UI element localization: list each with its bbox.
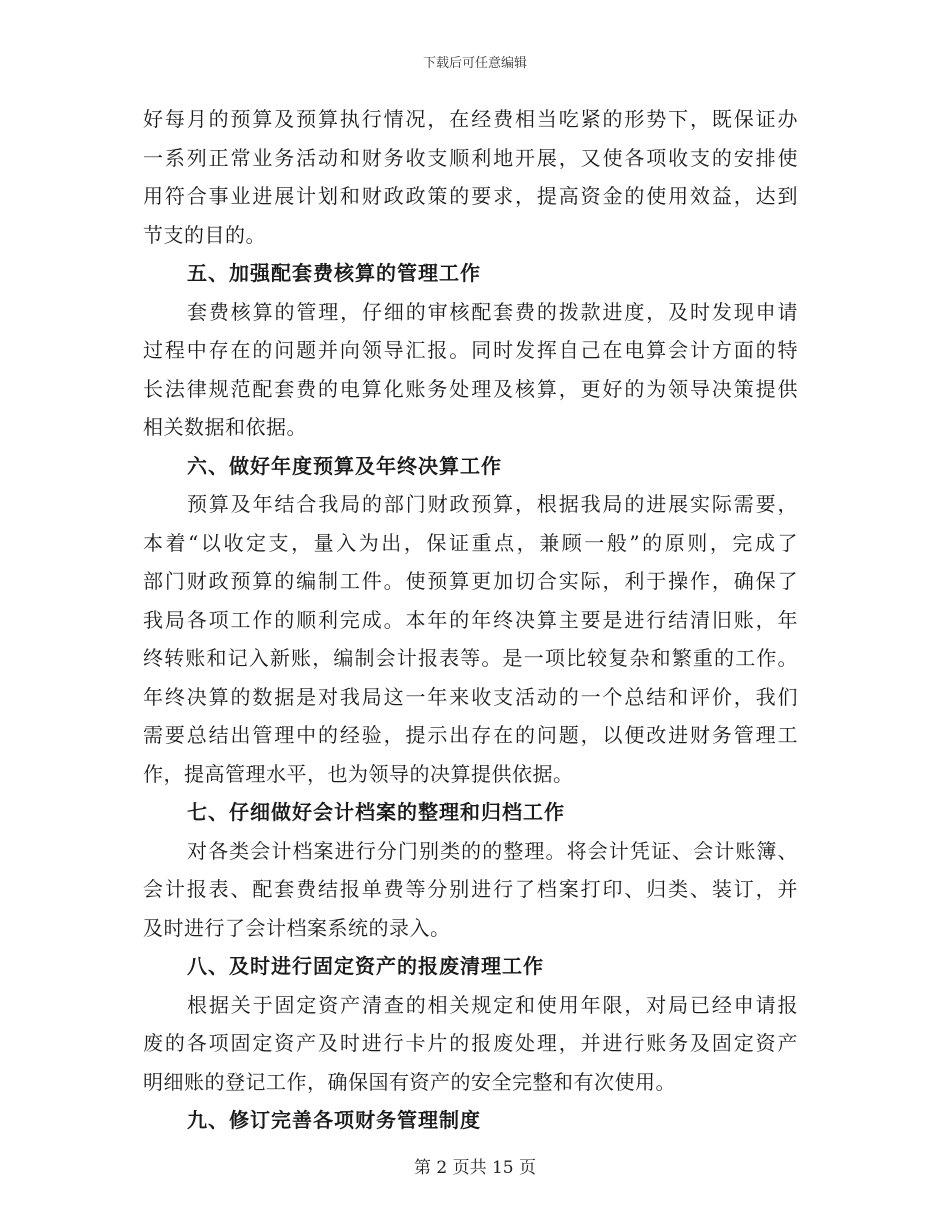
paragraph-line: 年终决算的数据是对我局这一年来收支活动的一个总结和评价，我们 (143, 684, 798, 709)
paragraph-line: 根据关于固定资产清查的相关规定和使用年限，对局已经申请报 (187, 992, 798, 1017)
paragraph-line: 作，提高管理水平，也为领导的决算提供依据。 (143, 761, 574, 786)
paragraph-line: 终转账和记入新账，编制会计报表等。是一项比较复杂和繁重的工作。 (143, 646, 798, 670)
paragraph (143, 485, 798, 793)
section-heading: 五、加强配套费核算的管理工作 (187, 261, 481, 285)
paragraph-line: 废的各项固定资产及时进行卡片的报废处理，并进行账务及固定资产 (143, 1031, 798, 1055)
paragraph (143, 986, 798, 1102)
page-header: 下载后可任意编辑 (422, 56, 527, 71)
paragraph-line: 一系列正常业务活动和财务收支顺利地开展，又使各项收支的安排使 (143, 145, 798, 170)
paragraph-line: 我局各项工作的顺利完成。本年的年终决算主要是进行结清旧账，年 (143, 607, 798, 632)
paragraph (143, 100, 798, 254)
paragraph-line: 用符合事业进展计划和财政政策的要求，提高资金的使用效益，达到 (143, 184, 798, 208)
paragraph (143, 832, 798, 948)
paragraph-line: 预算及年结合我局的部门财政预算，根据我局的进展实际需要， (187, 492, 798, 516)
paragraph-line: 长法律规范配套费的电算化账务处理及核算，更好的为领导决策提供 (143, 376, 798, 401)
paragraph-line: 及时进行了会计档案系统的录入。 (143, 915, 451, 940)
section-heading: 八、及时进行固定资产的报废清理工作 (187, 954, 544, 978)
document-body (143, 100, 798, 1140)
paragraph-line: 相关数据和依据。 (143, 415, 307, 439)
paragraph (143, 293, 798, 447)
paragraph-line: 明细账的登记工作，确保国有资产的安全完整和有次使用。 (143, 1069, 676, 1094)
page-footer: 第 2 页共 15 页 (413, 1158, 537, 1178)
paragraph-line: 过程中存在的问题并向领导汇报。同时发挥自己在电算会计方面的特 (143, 338, 798, 362)
paragraph-line: 部门财政预算的编制工件。使预算更加切合实际，利于操作，确保了 (143, 569, 798, 593)
section-heading: 九、修订完善各项财务管理制度 (187, 1108, 481, 1132)
paragraph-line: 套费核算的管理，仔细的审核配套费的拨款进度，及时发现申请 (187, 299, 798, 324)
section-heading: 七、仔细做好会计档案的整理和归档工作 (187, 800, 565, 824)
paragraph-line: 好每月的预算及预算执行情况，在经费相当吃紧的形势下，既保证办 (143, 107, 798, 131)
paragraph-line: 本着“以收定支，量入为出，保证重点，兼顾一般”的原则，完成了 (143, 530, 798, 555)
paragraph-line: 需要总结出管理中的经验，提示出存在的问题，以便改进财务管理工 (143, 723, 798, 747)
section-heading: 六、做好年度预算及年终决算工作 (187, 453, 502, 478)
paragraph-line: 对各类会计档案进行分门别类的的整理。将会计凭证、会计账簿、 (187, 838, 798, 863)
paragraph-line: 会计报表、配套费结报单费等分别进行了档案打印、归类、装订，并 (143, 877, 798, 901)
paragraph-line: 节支的目的。 (143, 222, 266, 247)
